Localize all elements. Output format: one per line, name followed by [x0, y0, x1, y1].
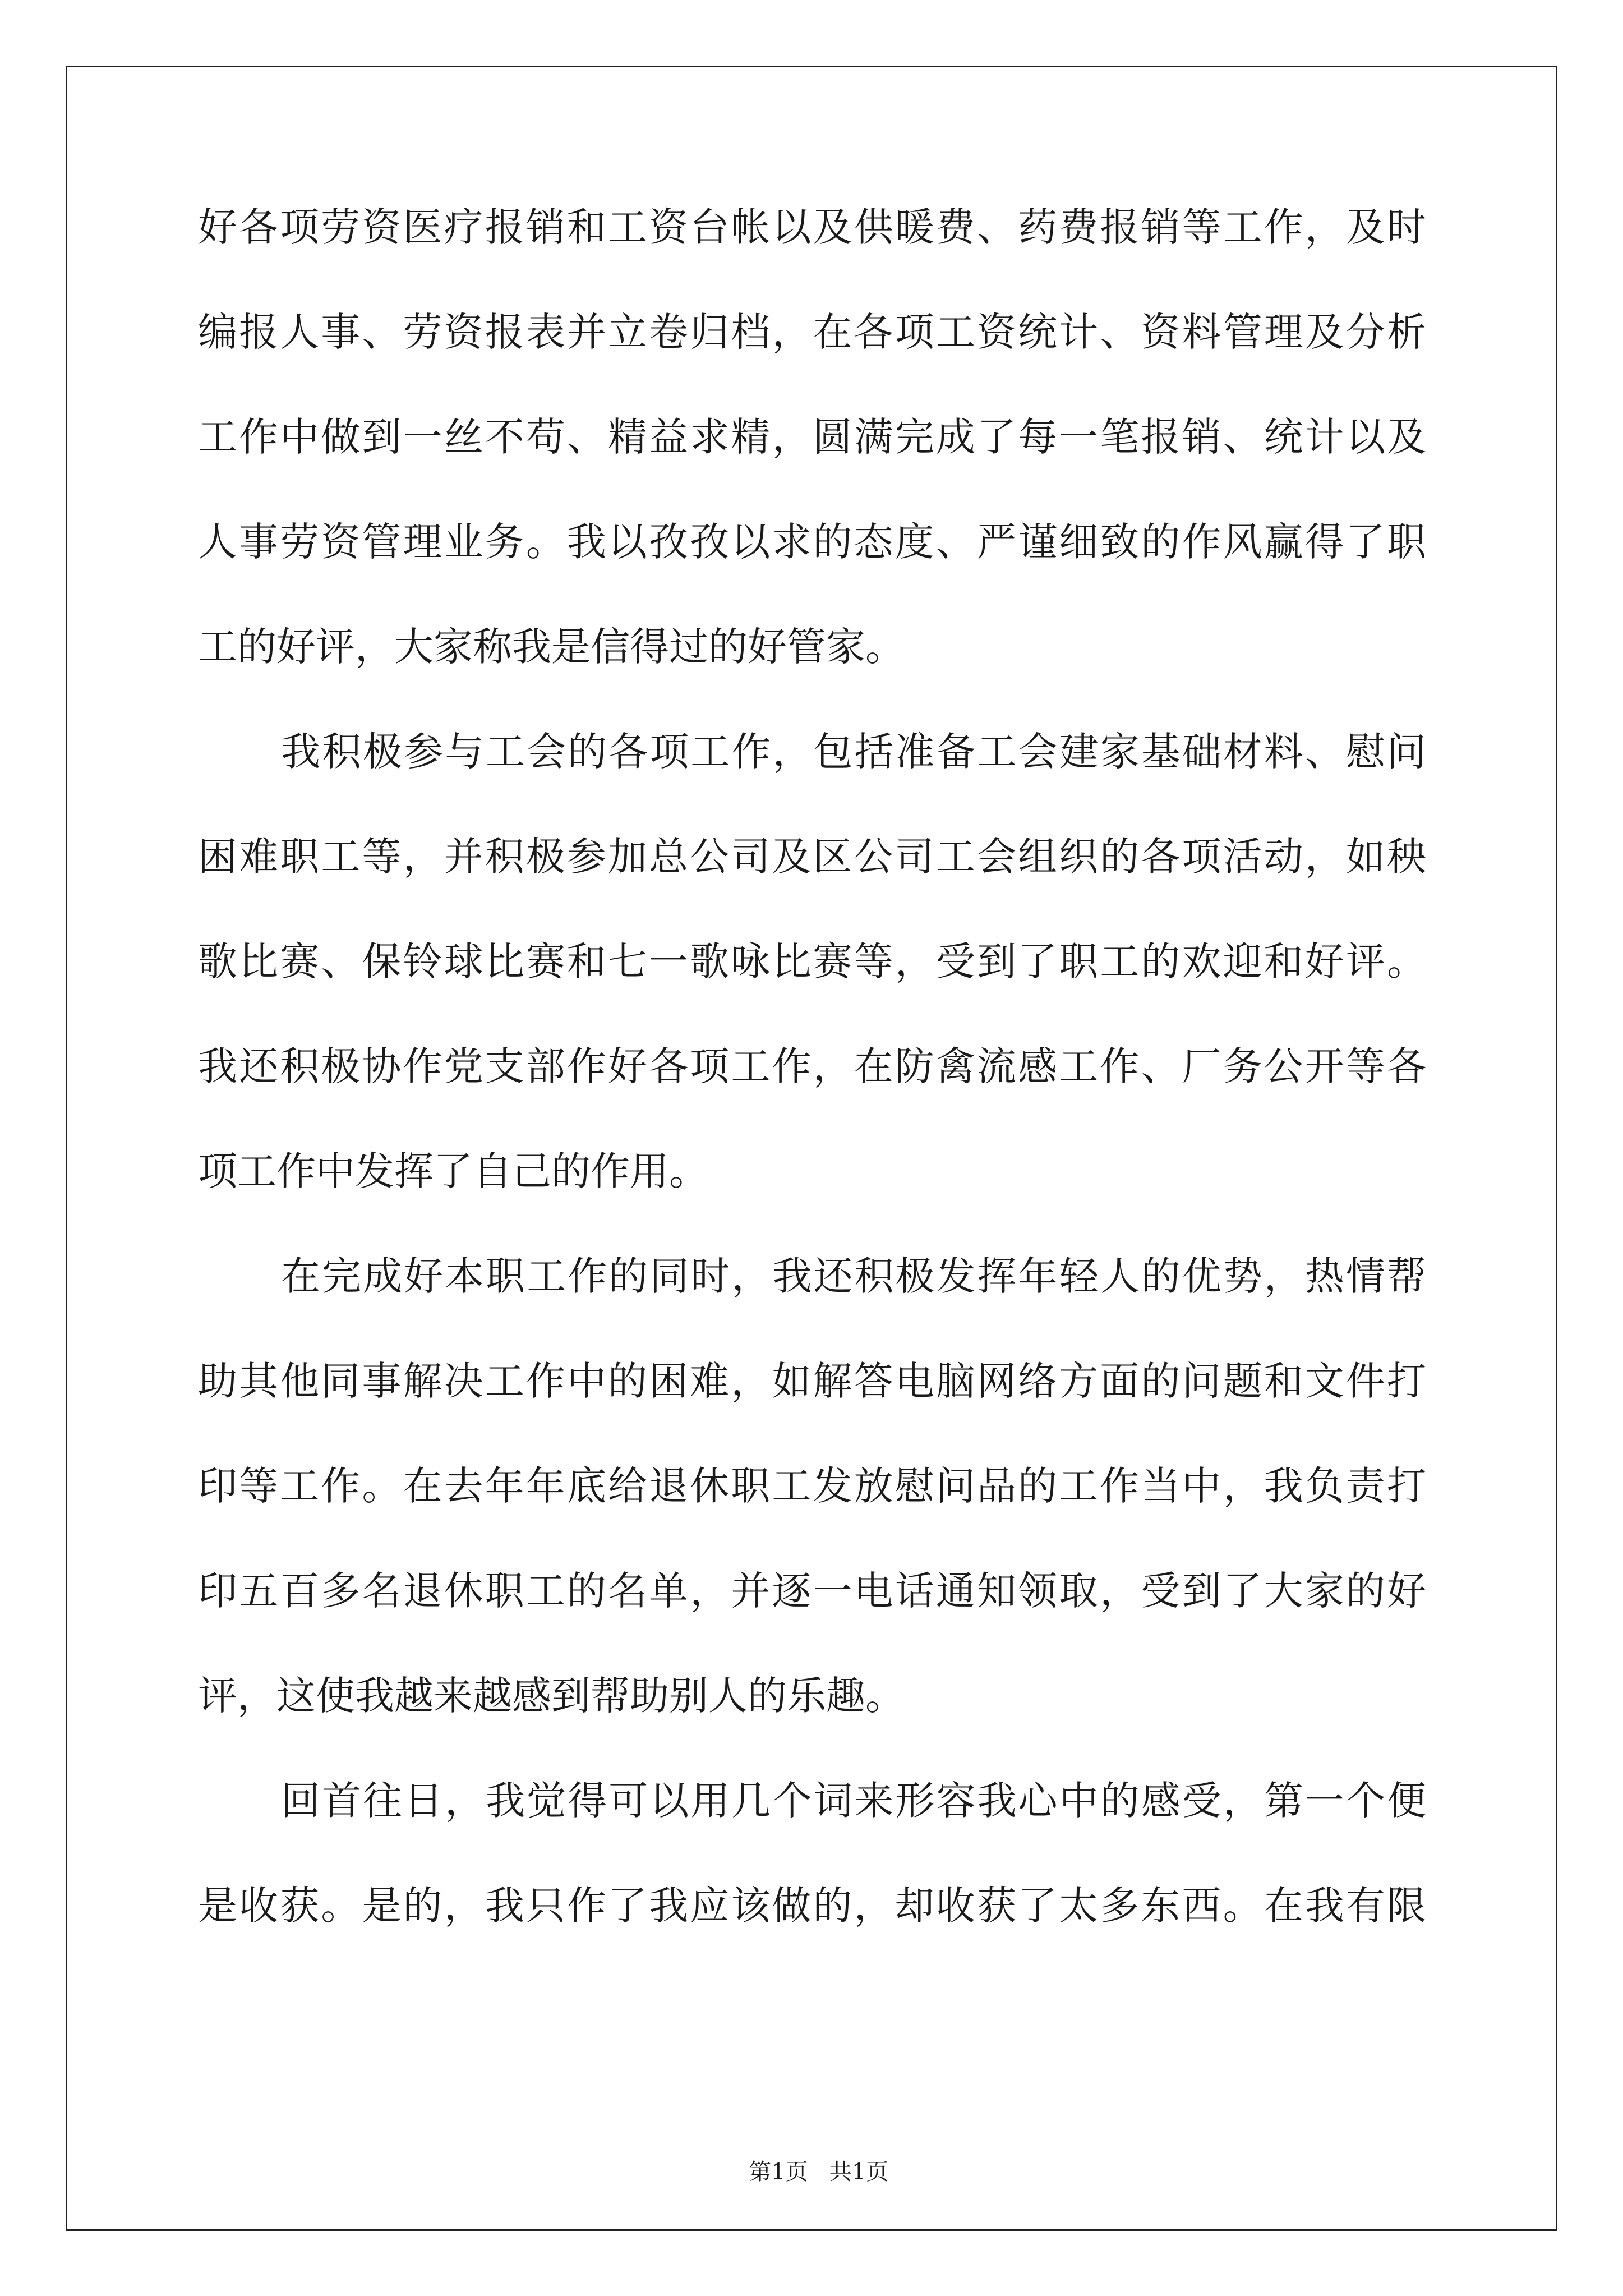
text-line: 助其他同事解决工作中的困难，如解答电脑网络方面的问题和文件打: [198, 1358, 1426, 1404]
text-line: 好各项劳资医疗报销和工资台帐以及供暖费、药费报销等工作，及时: [198, 204, 1426, 250]
text-line: 我还积极协作党支部作好各项工作，在防禽流感工作、厂务公开等各: [198, 1043, 1426, 1089]
text-line: 工的好评，大家称我是信得过的好管家。: [198, 624, 905, 670]
text-line: 是收获。是的，我只作了我应该做的，却收获了太多东西。在我有限: [198, 1883, 1426, 1929]
text-line: 人事劳资管理业务。我以孜孜以求的态度、严谨细致的作风赢得了职: [198, 519, 1426, 565]
text-line: 评，这使我越来越感到帮助别人的乐趣。: [198, 1673, 905, 1719]
text-line: 回首往日，我觉得可以用几个词来形容我心中的感受，第一个便: [281, 1778, 1426, 1824]
text-line: 印五百多名退休职工的名单，并逐一电话通知领取，受到了大家的好: [198, 1568, 1426, 1614]
page-footer: [0, 2138, 1623, 2183]
text-line: 在完成好本职工作的同时，我还积极发挥年轻人的优势，热情帮: [281, 1253, 1426, 1299]
document-body: [198, 204, 1426, 1991]
page-number-label: 第1页 共1页: [749, 2159, 889, 2185]
text-line: 歌比赛、保铃球比赛和七一歌咏比赛等，受到了职工的欢迎和好评。: [198, 938, 1426, 984]
text-line: 工作中做到一丝不苟、精益求精，圆满完成了每一笔报销、统计以及: [198, 414, 1426, 460]
text-line: 编报人事、劳资报表并立卷归档，在各项工资统计、资料管理及分析: [198, 309, 1426, 355]
text-line: 项工作中发挥了自己的作用。: [198, 1148, 708, 1194]
text-line: 困难职工等，并积极参加总公司及区公司工会组织的各项活动，如秧: [198, 834, 1426, 880]
text-line: 我积极参与工会的各项工作，包括准备工会建家基础材料、慰问: [281, 729, 1426, 775]
text-line: 印等工作。在去年年底给退休职工发放慰问品的工作当中，我负责打: [198, 1463, 1426, 1509]
